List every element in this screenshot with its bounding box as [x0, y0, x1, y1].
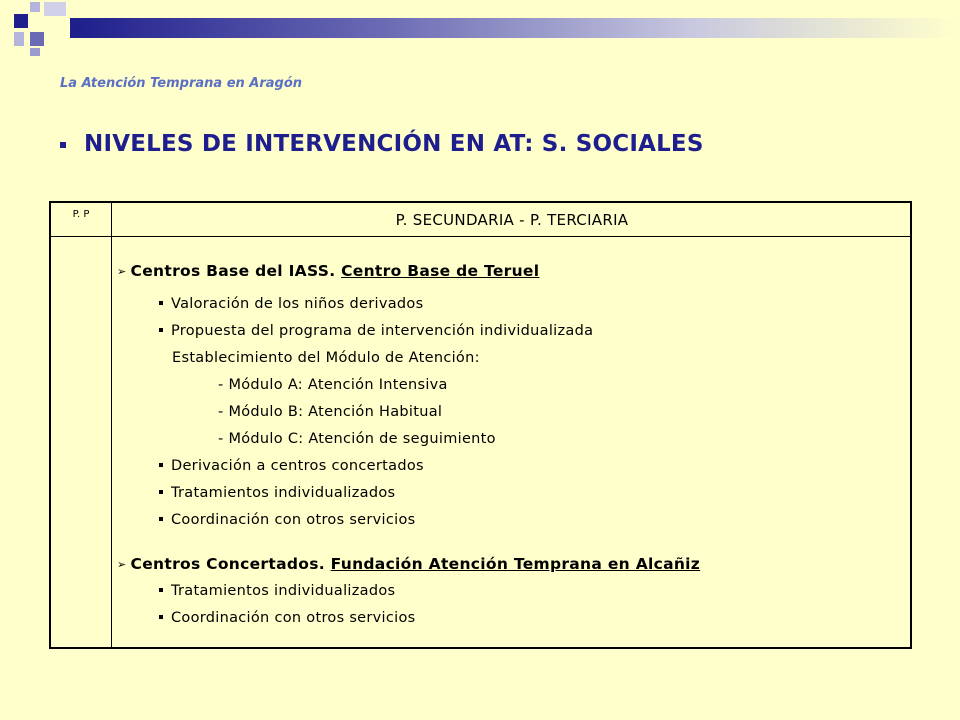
square-bullet-icon — [159, 301, 163, 305]
list-item: Tratamientos individualizados — [159, 485, 395, 501]
list-item: Valoración de los niños derivados — [159, 296, 423, 312]
left-column-header: P. P — [72, 209, 90, 220]
square-bullet-icon — [159, 328, 163, 332]
section2-heading — [117, 555, 700, 573]
section1-heading — [117, 262, 539, 280]
list-item: Tratamientos individualizados — [159, 583, 395, 599]
square-bullet-icon — [159, 588, 163, 592]
slide-title: NIVELES DE INTERVENCIÓN EN AT: S. SOCIALES — [84, 131, 704, 157]
corner-square-mid — [44, 2, 66, 16]
corner-square-small — [30, 48, 40, 56]
header-gradient-bar — [70, 18, 960, 38]
modulo-item: - Módulo A: Atención Intensiva — [218, 377, 448, 393]
table-header-divider — [51, 236, 910, 237]
levels-table — [49, 201, 912, 649]
corner-square-mid2 — [30, 32, 44, 46]
title-bullet-icon — [60, 142, 66, 148]
modulo-item: - Módulo B: Atención Habitual — [218, 404, 443, 420]
establecimiento-text: Establecimiento del Módulo de Atención: — [172, 350, 480, 366]
square-bullet-icon — [159, 517, 163, 521]
slide-subtitle: La Atención Temprana en Aragón — [60, 76, 303, 91]
table-column-divider — [111, 203, 112, 647]
section2-label: Centros Concertados. — [130, 555, 325, 573]
square-bullet-icon — [159, 490, 163, 494]
section2-link[interactable]: Fundación Atención Temprana en Alcañiz — [330, 555, 701, 573]
list-item: Coordinación con otros servicios — [159, 512, 416, 528]
corner-square-light2 — [14, 32, 24, 46]
list-item: Derivación a centros concertados — [159, 458, 424, 474]
corner-square-light — [30, 2, 40, 12]
square-bullet-icon — [159, 463, 163, 467]
list-item: Propuesta del programa de intervención individualizada — [159, 323, 593, 339]
section1-link[interactable]: Centro Base de Teruel — [341, 262, 540, 280]
list-item: Coordinación con otros servicios — [159, 610, 416, 626]
square-bullet-icon — [159, 615, 163, 619]
section1-label: Centros Base del IASS. — [130, 262, 336, 280]
arrow-bullet-icon: ➢ — [117, 558, 127, 571]
arrow-bullet-icon: ➢ — [117, 265, 127, 278]
corner-square-dark — [14, 14, 28, 28]
modulo-item: - Módulo C: Atención de seguimiento — [218, 431, 496, 447]
right-column-header: P. SECUNDARIA - P. TERCIARIA — [395, 211, 629, 229]
